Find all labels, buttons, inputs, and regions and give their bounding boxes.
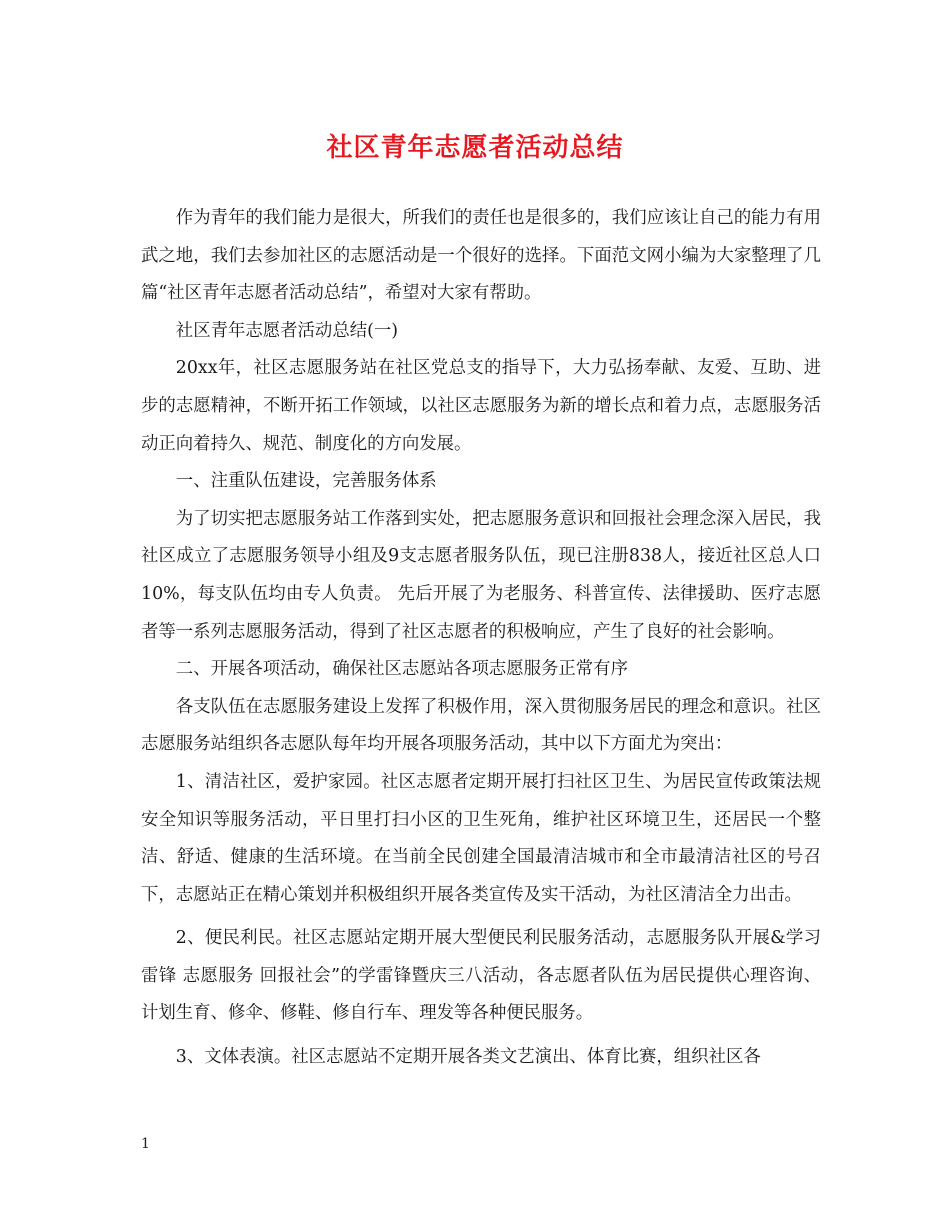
paragraph: 各支队伍在志愿服务建设上发挥了积极作用，深入贯彻服务居民的理念和意识。社区志愿服务站组织各志愿队每年均开展各项服务活动，其中以下方面尤为突出： <box>141 696 821 755</box>
paragraph: 为了切实把志愿服务站工作落到实处，把志愿服务意识和回报社会理念深入居民，我社区成立了志愿服务领导小组及9支志愿者服务队伍，现已注册838人，接近社区总人口10%，每支队伍均由专人负责。 先后开展了为老服务、科普宣传、法律援助、医疗志愿者等一系列志愿服务活动，得到了社区志愿者的积极响应，产生了良好的社会影响。 <box>141 508 821 642</box>
paragraph-heading-two: 二、开展各项活动，确保社区志愿站各项志愿服务正常有序 <box>175 659 628 680</box>
document-title: 社区青年志愿者活动总结 <box>326 133 624 163</box>
paragraph-intro: 作为青年的我们能力是很大，所我们的责任也是很多的，我们应该让自己的能力有用武之地，我们去参加社区的志愿活动是一个很好的选择。下面范文网小编为大家整理了几篇“社区青年志愿者活动总结”，希望对大家有帮助。 <box>141 208 821 304</box>
paragraph-item-two: 2、便民利民。社区志愿站定期开展大型便民利民服务活动，志愿服务队开展&学习雷锋 志愿服务 回报社会”的学雷锋暨庆三八活动，各志愿者队伍为居民提供心理咨询、计划生育、修伞、修鞋、修自行车、理发等各种便民服务。 <box>141 928 821 1024</box>
paragraph-section-heading: 社区青年志愿者活动总结(一) <box>175 320 399 341</box>
paragraph-item-three: 3、文体表演。社区志愿站不定期开展各类文艺演出、体育比赛，组织社区各 <box>175 1047 761 1068</box>
page-number: 1 <box>141 1136 150 1152</box>
paragraph-heading-one: 一、注重队伍建设，完善服务体系 <box>175 471 437 492</box>
paragraph-item-one: 1、清洁社区，爱护家园。社区志愿者定期开展打扫社区卫生、为居民宣传政策法规安全知识等服务活动，平日里打扫小区的卫生死角，维护社区环境卫生，还居民一个整洁、舒适、健康的生活环境。在当前全民创建全国最清洁城市和全市最清洁社区的号召下，志愿站正在精心策划并积极组织开展各类宣传及实干活动，为社区清洁全力出击。 <box>141 771 821 905</box>
document-body <box>141 200 821 1077</box>
paragraph: 20xx年，社区志愿服务站在社区党总支的指导下，大力弘扬奉献、友爱、互助、进步的志愿精神，不断开拓工作领域，以社区志愿服务为新的增长点和着力点，志愿服务活动正向着持久、规范、制度化的方向发展。 <box>141 358 821 454</box>
